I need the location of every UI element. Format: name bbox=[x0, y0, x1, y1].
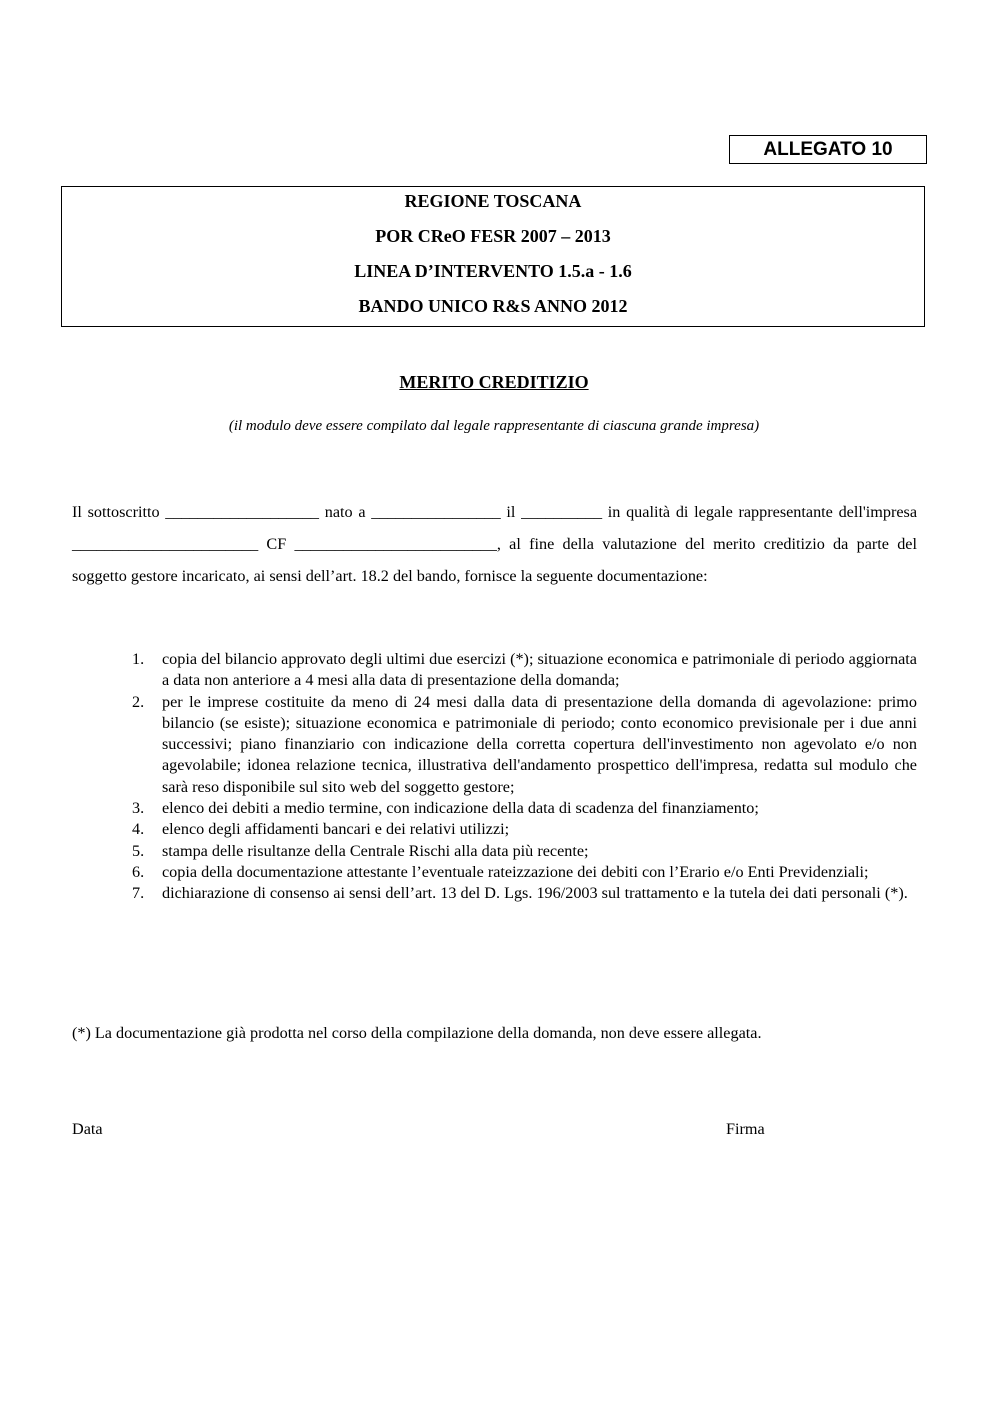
footnote: (*) La documentazione già prodotta nel corso della compilazione della domanda, non deve essere allegata. bbox=[72, 1024, 762, 1042]
allegato-label: ALLEGATO 10 bbox=[729, 135, 927, 164]
list-item bbox=[120, 798, 917, 819]
page-title bbox=[0, 372, 1000, 393]
list-item-text: copia della documentazione attestante l’eventuale rateizzazione dei debiti con l’Erario e/o Enti Previdenziali; bbox=[162, 862, 869, 881]
header-region: REGIONE TOSCANA bbox=[404, 191, 582, 211]
list-item-text: per le imprese costituite da meno di 24 mesi dalla data di presentazione della domanda di agevolazione: primo bilancio (se esiste); situazione economica e patrimoniale di periodo; conto economico previsionale per i due anni successivi; piano finanziario con indicazione della corretta copertura dell'investimento non agevolato e/o non agevolabile; idonea relazione tecnica, illustrativa dell'andamento prospettico dell'impresa, redatta sul modulo che sarà reso disponibile sul sito web del soggetto gestore; bbox=[162, 692, 917, 796]
list-item-number: 7. bbox=[132, 884, 145, 903]
list-item bbox=[120, 862, 917, 883]
list-item-number: 3. bbox=[132, 799, 145, 818]
subtitle: (il modulo deve essere compilato dal legale rappresentante di ciascuna grande impresa) bbox=[228, 418, 760, 434]
header-box bbox=[61, 186, 925, 327]
list-item-number: 6. bbox=[132, 862, 145, 881]
list-item-text: dichiarazione di consenso ai sensi dell’art. 13 del D. Lgs. 196/2003 sul trattamento e la tutela dei dati personali (*). bbox=[162, 884, 908, 903]
list-item-text: stampa delle risultanze della Centrale Rischi alla data più recente; bbox=[162, 841, 589, 860]
list-item bbox=[120, 883, 917, 904]
list-item-text: elenco degli affidamenti bancari e dei relativi utilizzi; bbox=[162, 820, 510, 839]
date-label: Data bbox=[72, 1120, 103, 1138]
list-item-number: 2. bbox=[132, 692, 145, 711]
document-list bbox=[120, 649, 917, 905]
list-item-text: elenco dei debiti a medio termine, con indicazione della data di scadenza del finanziamento; bbox=[162, 799, 759, 818]
page-title-text: MERITO CREDITIZIO bbox=[399, 372, 589, 392]
list-item-text: copia del bilancio approvato degli ultimi due esercizi (*); situazione economica e patrimoniale di periodo aggiornata a data non anteriore a 4 mesi alla data di presentazione della domanda; bbox=[162, 650, 917, 690]
list-item-number: 4. bbox=[132, 820, 145, 839]
header-program: POR CReO FESR 2007 – 2013 bbox=[375, 226, 611, 246]
list-item-number: 5. bbox=[132, 841, 145, 860]
intro-paragraph bbox=[72, 496, 917, 592]
header-bando: BANDO UNICO R&S ANNO 2012 bbox=[358, 296, 628, 316]
intro-text: Il sottoscritto ___________________ nato a ________________ il __________ in qualità di legale rappresentante dell'impresa _______________________ CF _________________________, al fine della valutazione del merito creditizio da parte del soggetto gestore incaricato, ai sensi dell’art. 18.2 del bando, fornisce la seguente documentazione: bbox=[72, 503, 917, 585]
list-item bbox=[120, 692, 917, 798]
signature-label: Firma bbox=[726, 1120, 765, 1138]
header-line: LINEA D’INTERVENTO 1.5.a - 1.6 bbox=[354, 261, 632, 281]
list-item bbox=[120, 841, 917, 862]
list-item-number: 1. bbox=[132, 650, 145, 668]
list-item bbox=[120, 819, 917, 840]
list-item bbox=[120, 649, 917, 692]
